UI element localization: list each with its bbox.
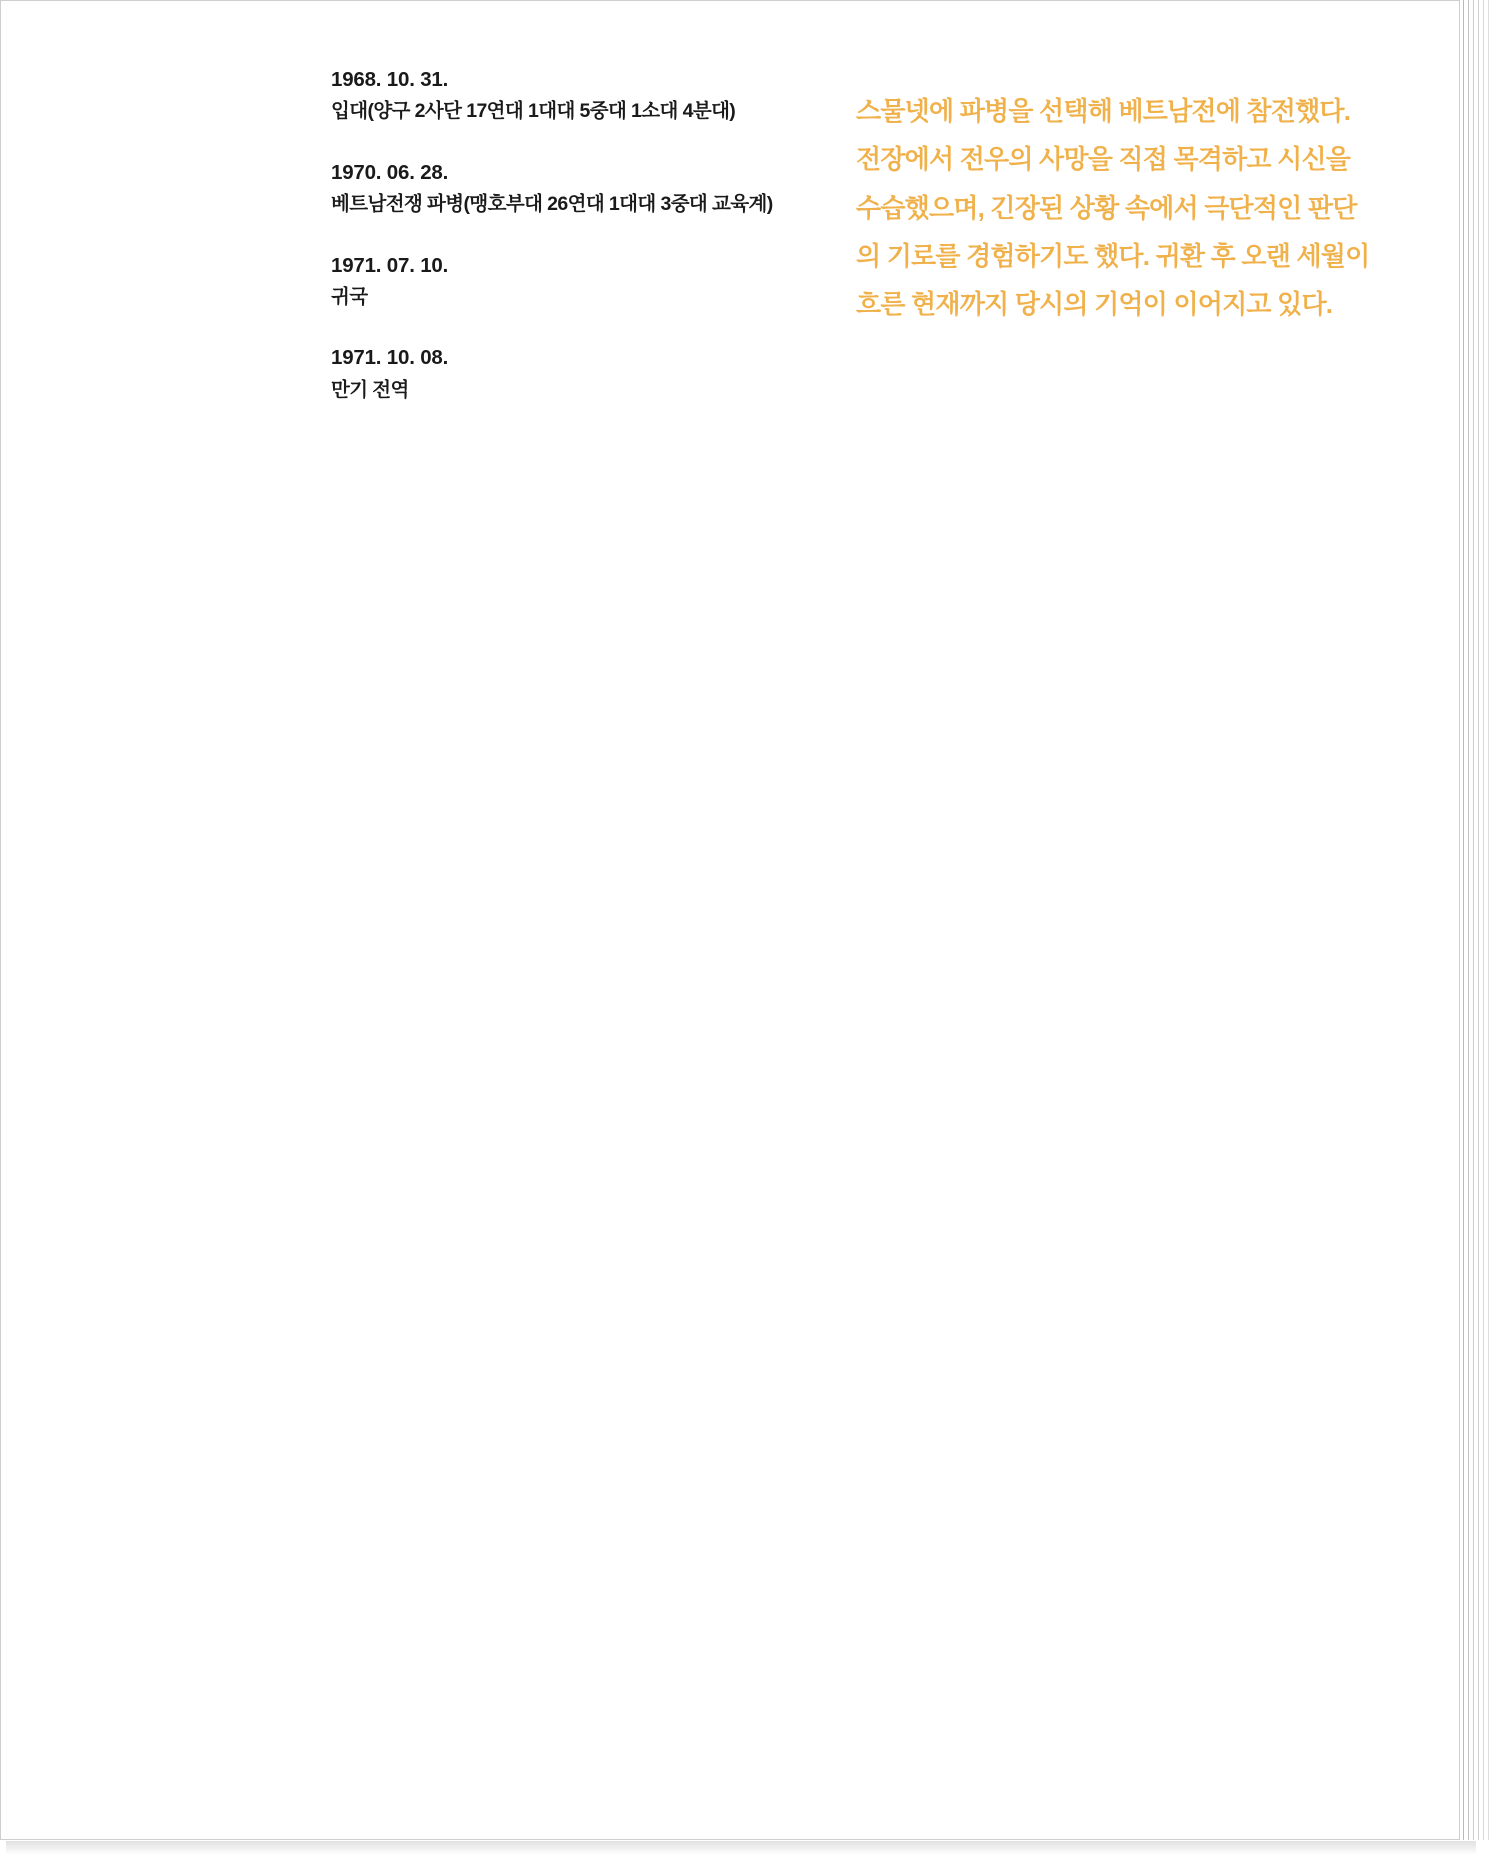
chronology-description: 귀국 (331, 285, 368, 308)
military-chronology-list (331, 63, 831, 406)
page-stack-edge (1461, 0, 1504, 1840)
chronology-date: 1971. 07. 10. (331, 253, 449, 277)
summary-block (856, 61, 1376, 355)
summary-paragraph: 스물넷에 파병을 선택해 베트남전에 참전했다. 전장에서 전우의 사망을 직접 목격하고 시신을 수습했으며, 긴장된 상황 속에서 극단적인 판단의 기로를 경험하기도 했다. 귀환 후 오랜 세월이 흐른 현재까지 당시의 기억이 이어지고 있다. (856, 96, 1370, 320)
chronology-description: 입대(양구 2사단 17연대 1대대 5중대 1소대 4분대) (331, 100, 736, 123)
chronology-date: 1970. 06. 28. (331, 160, 449, 184)
chronology-description: 만기 전역 (331, 378, 409, 401)
chronology-description: 베트남전쟁 파병(맹호부대 26연대 1대대 3중대 교육계) (331, 192, 773, 215)
chronology-date: 1971. 10. 08. (331, 346, 449, 370)
chronology-entry (331, 63, 831, 128)
chronology-date: 1968. 10. 31. (331, 68, 449, 91)
chronology-entry (331, 341, 831, 406)
chronology-entry (331, 156, 831, 221)
page-bottom-shadow (6, 1841, 1476, 1855)
chronology-entry (331, 249, 831, 314)
